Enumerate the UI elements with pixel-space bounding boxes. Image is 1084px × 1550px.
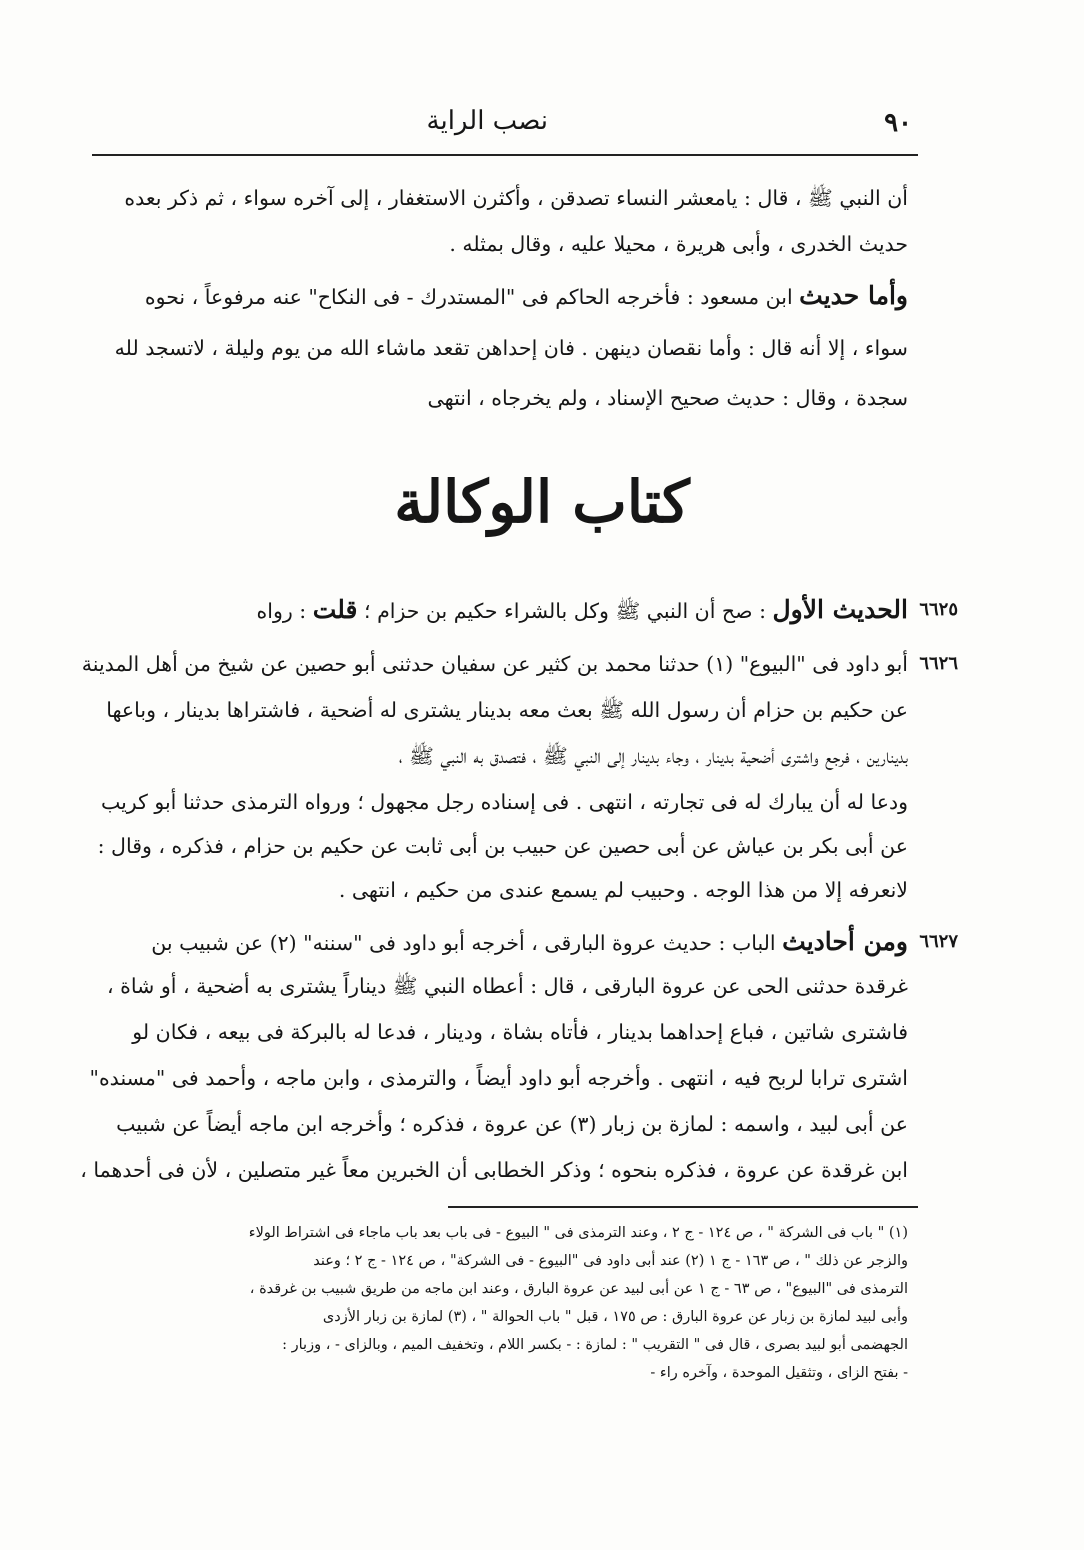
text-fragment: : صح أن النبي ﷺ وكل بالشراء حكيم بن حزام ؛	[357, 599, 773, 623]
footnote-line: الترمذى فى "البيوع" ، ص ٦٣ - ج ١ عن أبى لبيد عن عروة البارق ، وعند ابن ماجه من طريق شبيب بن غرقدة ،	[249, 1281, 908, 1297]
keyword: ومن أحاديث	[782, 927, 908, 956]
text-line: أبو داود فى "البيوع" (١) حدثنا محمد بن كثير عن سفيان حدثنى أبو حصين عن شيخ من أهل المدينة	[81, 652, 908, 676]
text-line: اشترى ترابا لربح فيه ، انتهى . وأخرجه أبو داود أيضاً ، والترمذى ، وابن ماجه ، وأحمد فى "مسنده"	[89, 1066, 908, 1090]
text-line: ابن غرقدة عن عروة ، فذكره بنحوه ؛ وذكر الخطابى أن الخبرين معاً غير متصلين ، لأن فى أحدهما ،	[80, 1158, 908, 1182]
footnote-line: (١) " باب فى الشركة " ، ص ١٢٤ - ج ٢ ، وعند الترمذى فى " البيوع - فى باب بعد باب ماجاء فى اشتراط الولاء	[248, 1225, 908, 1241]
text-line: عن أبى بكر بن عياش عن أبى حصين عن حبيب بن أبى ثابت عن حكيم بن حزام ، فذكره ، وقال :	[97, 834, 908, 858]
text-fragment: ابن مسعود : فأخرجه الحاكم فى "المستدرك - فى النكاح" عنه مرفوعاً ، نحوه	[144, 285, 800, 309]
text-fragment: الباب : حديث عروة البارقى ، أخرجه أبو داود فى "سننه" (٢) عن شبيب بن	[151, 931, 783, 955]
footnote-line: الجهضمى أبو لبيد بصرى ، قال فى " التقريب " : لمازة : - بكسر اللام ، وتخفيف الميم ، وبالزاى - ، وزبار :	[282, 1337, 908, 1353]
keyword-qult: قلت	[312, 595, 358, 624]
text-line	[168, 590, 908, 630]
page-header	[92, 104, 918, 144]
footnote-rule	[448, 1206, 918, 1208]
footnote-line: وأبى لبيد لمازة بن زبار عن عروة البارق : ص ١٧٥ ، قبل " باب الحوالة " ، (٣) لمازة بن زبار الأزدى	[322, 1309, 908, 1325]
running-title: نصب الراية	[426, 106, 548, 136]
footnote-line: - بفتح الزاى ، وتثقيل الموحدة ، وآخره راء -	[650, 1365, 908, 1381]
text-line: سواء ، إلا أنه قال : وأما نقصان دينهن . فان إحداهن تقعد ماشاء الله من يوم وليلة ، لاتسجد لله	[114, 336, 908, 360]
text-line: لانعرفه إلا من هذا الوجه . وحبيب لم يسمع عندى من حكيم ، انتهى .	[338, 878, 908, 902]
page-number: ٩٠	[884, 108, 912, 138]
text-line: عن حكيم بن حزام أن رسول الله ﷺ بعث معه بدينار يشترى له أضحية ، فاشتراها بدينار ، وباعها	[106, 698, 908, 722]
hadith-number: ٦٦٢٦	[919, 653, 958, 674]
text-line: حديث الخدرى ، وأبى هريرة ، محيلا عليه ، وقال بمثله .	[449, 232, 908, 256]
text-line: ودعا له أن يبارك له فى تجارته ، انتهى . فى إسناده رجل مجهول ؛ ورواه الترمذى حدثنا أبو كريب	[100, 790, 908, 814]
hadith-number: ٦٦٢٥	[919, 599, 958, 620]
text-line: فاشترى شاتين ، فباع إحداهما بدينار ، فأتاه بشاة ، ودينار ، فدعا له بالبركة فى بيعه ، فكان لو	[132, 1020, 908, 1044]
footnote-line: والزجر عن ذلك " ، ص ١٦٣ - ج ١ (٢) عند أبى داود فى "البيوع - فى الشركة" ، ص ١٢٤ - ج ٢ ؛ وعند	[313, 1253, 908, 1269]
keyword: الحديث الأول	[772, 595, 908, 624]
text-line	[151, 922, 908, 962]
book-title: كتاب الوكالة	[394, 468, 690, 536]
text-line: بدينارين ، فرجع واشترى أضحية بدينار ، وجاء بدينار إلى النبي ﷺ ، فتصدق به النبي ﷺ ،	[398, 744, 908, 768]
keyword: وأما حديث	[799, 281, 908, 310]
header-rule	[92, 154, 918, 156]
text-line: غرقدة حدثنى الحى عن عروة البارقى ، قال : أعطاه النبي ﷺ ديناراً يشترى به أضحية ، أو شاة ،	[107, 974, 908, 998]
text-line	[144, 276, 908, 316]
hadith-number: ٦٦٢٧	[919, 931, 958, 952]
text-line: أن النبي ﷺ ، قال : يامعشر النساء تصدقن ، وأكثرن الاستغفار ، إلى آخره سواء ، ثم ذكر بعده	[124, 186, 908, 210]
text-line: سجدة ، وقال : حديث صحيح الإسناد ، ولم يخرجاه ، انتهى	[427, 386, 908, 410]
text-fragment: : رواه	[256, 599, 313, 623]
text-line: عن أبى لبيد ، واسمه : لمازة بن زبار (٣) عن عروة ، فذكره ؛ وأخرجه ابن ماجه أيضاً عن شبيب	[116, 1112, 908, 1136]
